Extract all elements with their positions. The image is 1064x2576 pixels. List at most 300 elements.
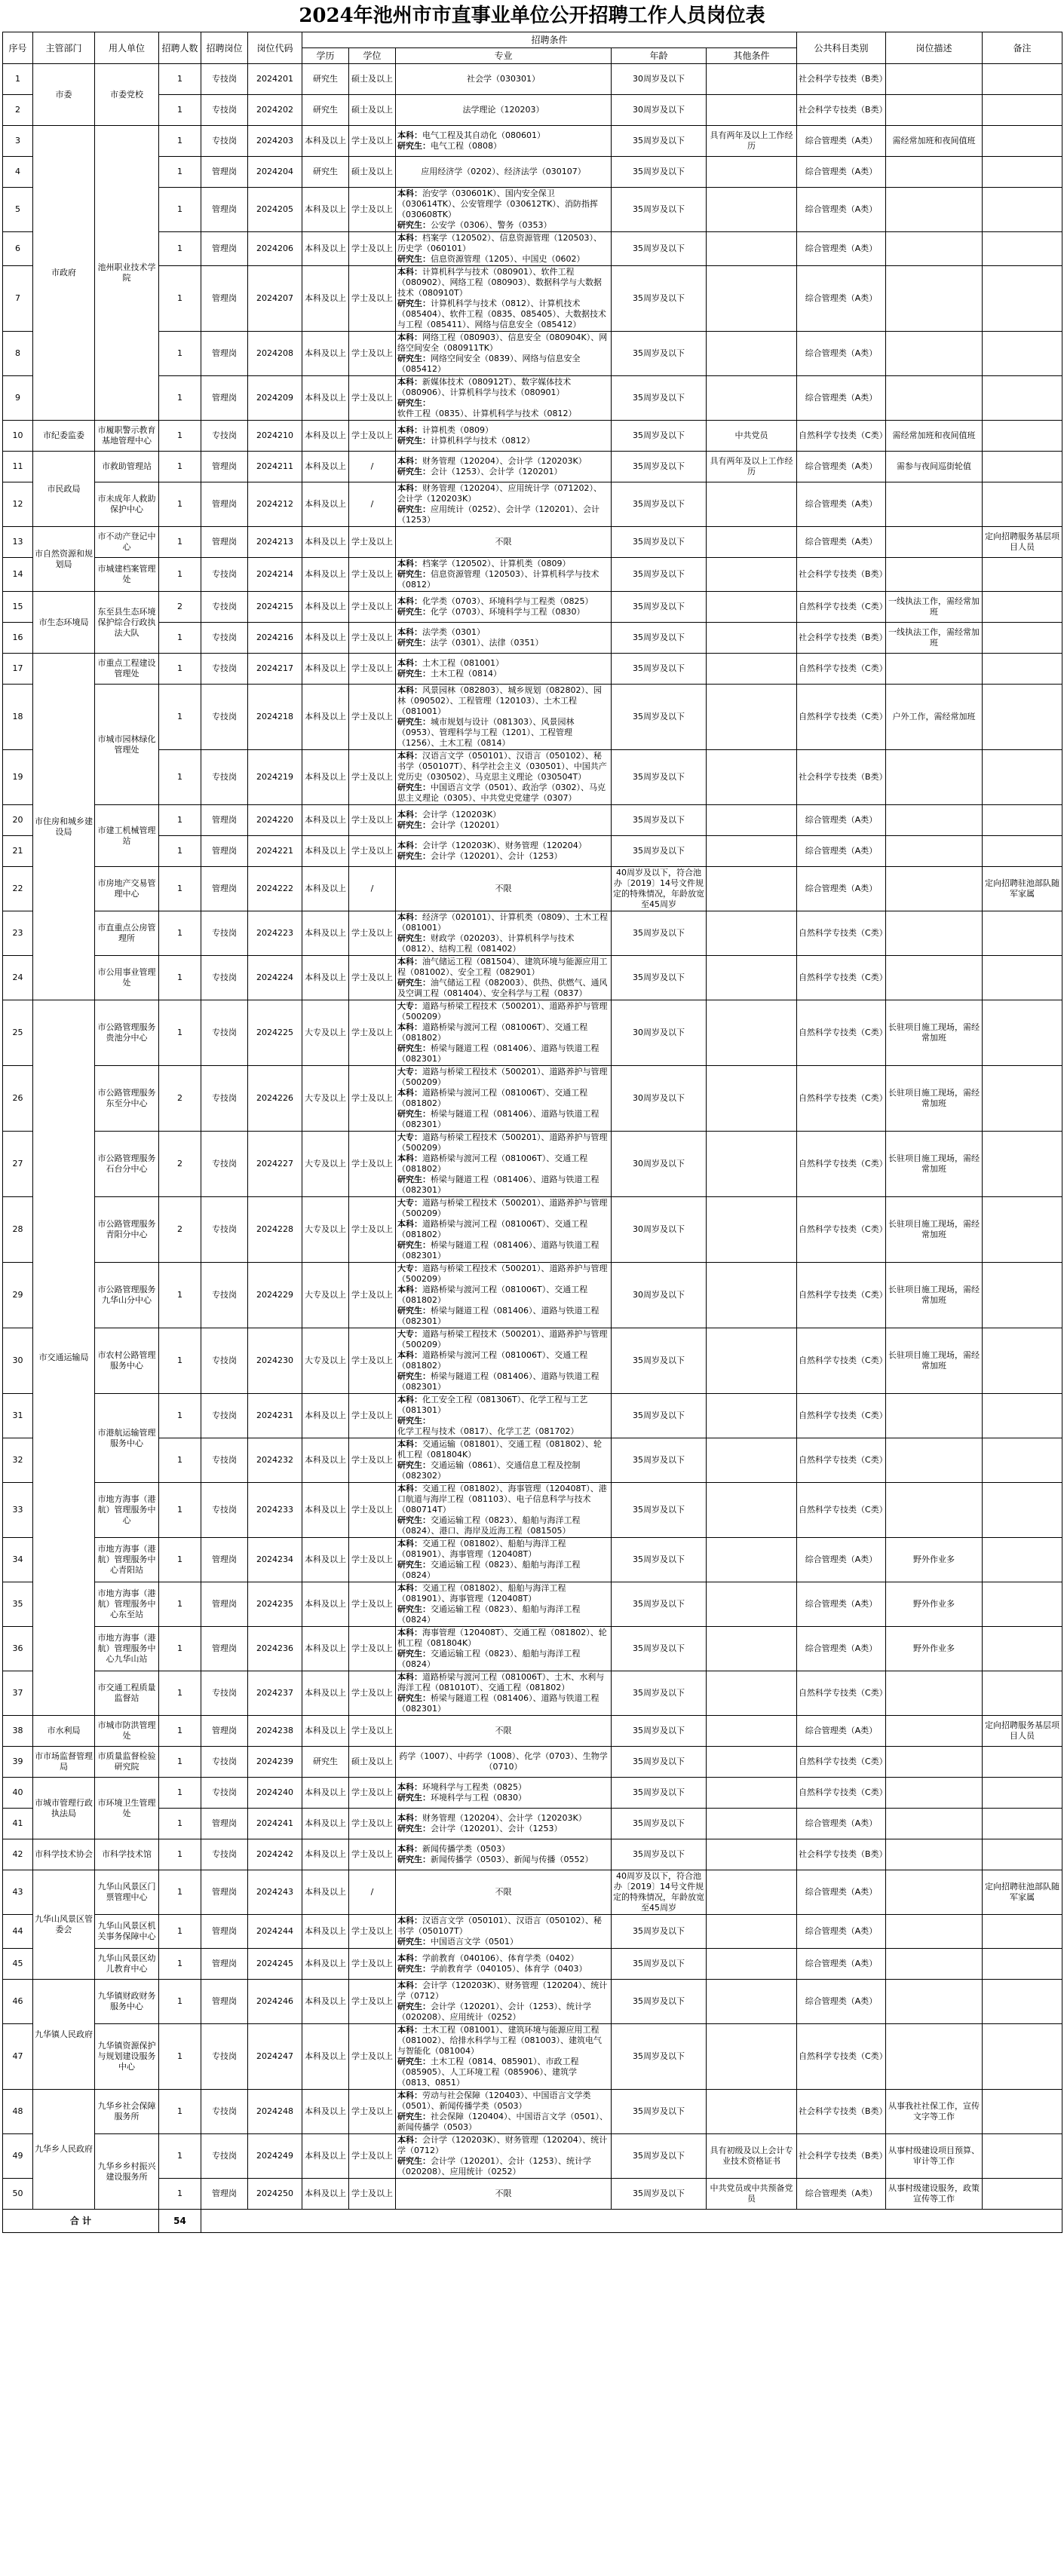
cell-seq: 37 <box>3 1671 33 1716</box>
cell-subject: 综合管理类（A类） <box>797 332 886 376</box>
table-row <box>3 157 1062 188</box>
major-level-label: 研究生： <box>397 1043 431 1053</box>
major-text: 道路桥梁与渡河工程（081006T）、土木、水利与海洋工程（081010T）、交通工程（081802） <box>397 1672 605 1692</box>
major-text: 信息资源管理（1205）、中国史（0602） <box>431 254 585 264</box>
major-line <box>397 1953 609 1964</box>
cell-major <box>396 750 612 805</box>
cell-other <box>707 1263 797 1328</box>
cell-dept: 市水利局 <box>33 1716 95 1747</box>
cell-edu: 本科及以上 <box>302 2134 349 2179</box>
major-text: 土木工程（0814、085901）、市政工程（085905）、人工环境工程（085906）、建筑学（0813、0851） <box>397 2057 579 2087</box>
cell-seq: 11 <box>3 452 33 482</box>
cell-count: 1 <box>159 1000 201 1066</box>
cell-post: 管理岗 <box>201 1915 248 1949</box>
cell-count: 1 <box>159 1438 201 1483</box>
major-text: 交通运输（0861）、交通信息工程及控制（082302） <box>397 1460 581 1481</box>
major-level-label: 本科： <box>397 1672 422 1682</box>
cell-post: 专技岗 <box>201 1438 248 1483</box>
cell-age: 35周岁及以下 <box>612 232 707 266</box>
cell-post: 管理岗 <box>201 1949 248 1980</box>
cell-subject: 自然科学专技类（C类） <box>797 1197 886 1263</box>
table-row <box>3 1483 1062 1538</box>
cell-subject: 自然科学专技类（C类） <box>797 1438 886 1483</box>
major-text: 交通工程（081802）、船舶与海洋工程（081901）、海事管理（120408T） <box>397 1583 566 1603</box>
header-other: 其他条件 <box>707 48 797 64</box>
cell-count: 1 <box>159 64 201 95</box>
cell-subject: 社会科学专技类（B类） <box>797 558 886 592</box>
major-text: 桥梁与隧道工程（081406）、道路与铁道工程（082301） <box>397 1109 599 1129</box>
cell-post: 管理岗 <box>201 1627 248 1671</box>
major-text: 桥梁与隧道工程（081406）、道路与铁道工程（082301） <box>397 1371 599 1392</box>
cell-code: 2024210 <box>248 421 302 452</box>
cell-desc <box>886 1839 983 1870</box>
cell-age: 35周岁及以下 <box>612 1538 707 1582</box>
major-text: 汉语言文学（050101）、汉语言（050102）、秘书学（050107T） <box>397 1916 602 1936</box>
major-level-label: 本科： <box>397 1219 422 1229</box>
cell-degree: 学士及以上 <box>349 1483 396 1538</box>
cell-post: 专技岗 <box>201 558 248 592</box>
major-text: 中国语言文学（0501）、政治学（0302）、马克思主义理论（0305）、中共党史党建学（0307） <box>397 783 606 803</box>
cell-edu: 本科及以上 <box>302 1809 349 1839</box>
cell-code: 2024248 <box>248 2090 302 2134</box>
table-row <box>3 1394 1062 1438</box>
cell-unit: 市城市防洪管理处 <box>95 1716 159 1747</box>
major-level-label: 研究生： <box>397 1175 431 1184</box>
cell-remark <box>983 421 1062 452</box>
major-text: 环境科学与工程类（0825） <box>422 1782 526 1792</box>
major-text: 公安学（0306）、警务（0353） <box>431 220 552 230</box>
cell-other <box>707 592 797 623</box>
cell-seq: 28 <box>3 1197 33 1263</box>
cell-degree: 学士及以上 <box>349 2024 396 2090</box>
cell-degree: 硕士及以上 <box>349 157 396 188</box>
major-line <box>397 884 609 894</box>
cell-age: 35周岁及以下 <box>612 2134 707 2179</box>
table-row <box>3 1870 1062 1915</box>
table-row <box>3 592 1062 623</box>
cell-edu: 本科及以上 <box>302 1671 349 1716</box>
cell-dept: 九华乡人民政府 <box>33 2090 95 2210</box>
major-text: 中国语言文学（0501） <box>431 1937 518 1947</box>
major-text: 油气储运工程（082003）、供热、供燃气、通风及空调工程（081404）、安全科学与工程（0837） <box>397 978 608 998</box>
major-level-label: 本科： <box>397 627 422 637</box>
major-line <box>397 1109 609 1130</box>
positions-table <box>2 32 1062 2233</box>
cell-dept: 市民政局 <box>33 452 95 527</box>
cell-seq: 34 <box>3 1538 33 1582</box>
cell-other: 具有两年及以上工作经历 <box>707 452 797 482</box>
cell-count: 1 <box>159 376 201 421</box>
cell-post: 管理岗 <box>201 232 248 266</box>
cell-seq: 35 <box>3 1582 33 1627</box>
cell-code: 2024225 <box>248 1000 302 1066</box>
cell-desc <box>886 1870 983 1915</box>
cell-age: 35周岁及以下 <box>612 1980 707 2024</box>
cell-edu: 本科及以上 <box>302 1980 349 2024</box>
cell-subject: 自然科学专技类（C类） <box>797 1000 886 1066</box>
cell-degree: 硕士及以上 <box>349 95 396 126</box>
cell-seq: 7 <box>3 266 33 332</box>
cell-count: 1 <box>159 482 201 527</box>
cell-degree: / <box>349 482 396 527</box>
cell-post: 专技岗 <box>201 1132 248 1197</box>
cell-seq: 29 <box>3 1263 33 1328</box>
cell-major <box>396 1809 612 1839</box>
cell-count: 1 <box>159 188 201 232</box>
cell-major <box>396 95 612 126</box>
table-row <box>3 1538 1062 1582</box>
cell-edu: 本科及以上 <box>302 1870 349 1915</box>
total-count: 54 <box>159 2210 201 2233</box>
cell-seq: 49 <box>3 2134 33 2179</box>
cell-seq: 45 <box>3 1949 33 1980</box>
cell-code: 2024207 <box>248 266 302 332</box>
cell-other <box>707 1747 797 1778</box>
cell-degree: 学士及以上 <box>349 623 396 654</box>
cell-edu: 大专及以上 <box>302 1197 349 1263</box>
cell-edu: 本科及以上 <box>302 805 349 836</box>
cell-post: 管理岗 <box>201 266 248 332</box>
cell-post: 管理岗 <box>201 188 248 232</box>
cell-code: 2024201 <box>248 64 302 95</box>
cell-age: 35周岁及以下 <box>612 376 707 421</box>
major-level-label: 本科： <box>397 130 422 140</box>
cell-remark <box>983 2024 1062 2090</box>
cell-post: 专技岗 <box>201 1839 248 1870</box>
cell-other: 中共党员或中共预备党员 <box>707 2179 797 2210</box>
cell-seq: 38 <box>3 1716 33 1747</box>
cell-desc <box>886 157 983 188</box>
cell-unit: 九华山风景区幼儿教育中心 <box>95 1949 159 1980</box>
major-level-label: 研究生： <box>397 1937 431 1947</box>
cell-other <box>707 376 797 421</box>
table-row <box>3 1328 1062 1394</box>
cell-age: 35周岁及以下 <box>612 188 707 232</box>
header-subject: 公共科目类别 <box>797 32 886 64</box>
table-row <box>3 2090 1062 2134</box>
major-level-label: 研究生： <box>397 638 431 648</box>
cell-post: 专技岗 <box>201 64 248 95</box>
cell-unit: 市地方海事（港航）管理服务中心 <box>95 1483 159 1538</box>
cell-count: 1 <box>159 911 201 956</box>
cell-remark <box>983 332 1062 376</box>
cell-post: 管理岗 <box>201 157 248 188</box>
cell-desc: 野外作业多 <box>886 1627 983 1671</box>
major-text: 新闻传播学（0503）、新闻与传播（0552） <box>431 1855 593 1864</box>
cell-code: 2024237 <box>248 1671 302 1716</box>
cell-major <box>396 527 612 558</box>
cell-desc: 野外作业多 <box>886 1582 983 1627</box>
cell-age: 35周岁及以下 <box>612 558 707 592</box>
cell-remark <box>983 1263 1062 1328</box>
major-text: 土木工程（081001）、建筑环境与能源应用工程（081002）、给排水科学与工程（081003）、建筑电气与智能化（081004） <box>397 2025 602 2056</box>
major-text: 油气储运工程（081504）、建筑环境与能源应用工程（081002）、安全工程（082901） <box>397 957 608 977</box>
major-line <box>397 933 609 954</box>
cell-count: 1 <box>159 1582 201 1627</box>
cell-major <box>396 685 612 750</box>
cell-subject: 综合管理类（A类） <box>797 1538 886 1582</box>
cell-other <box>707 1582 797 1627</box>
major-line <box>397 1043 609 1064</box>
cell-unit: 市建工机械管理站 <box>95 805 159 867</box>
cell-degree: 学士及以上 <box>349 1839 396 1870</box>
cell-count: 1 <box>159 805 201 836</box>
cell-post: 专技岗 <box>201 623 248 654</box>
table-row <box>3 867 1062 911</box>
major-line <box>397 2156 609 2177</box>
major-level-label: 研究生： <box>397 1460 431 1470</box>
cell-count: 2 <box>159 1132 201 1197</box>
major-line <box>397 841 609 851</box>
major-level-label: 研究生： <box>397 504 431 514</box>
major-level-label: 研究生： <box>397 141 431 151</box>
cell-degree: 学士及以上 <box>349 1438 396 1483</box>
cell-unit: 市重点工程建设管理处 <box>95 654 159 685</box>
cell-unit: 市不动产登记中心 <box>95 527 159 558</box>
cell-subject: 社会科学专技类（B类） <box>797 2134 886 2179</box>
cell-remark <box>983 188 1062 232</box>
cell-edu: 本科及以上 <box>302 1627 349 1671</box>
major-line <box>397 1219 609 1240</box>
cell-major <box>396 332 612 376</box>
cell-edu: 本科及以上 <box>302 623 349 654</box>
cell-age: 35周岁及以下 <box>612 2090 707 2134</box>
major-line <box>397 141 609 152</box>
major-line <box>397 851 609 862</box>
major-level-label: 研究生： <box>397 2057 431 2066</box>
major-line <box>397 783 609 804</box>
major-level-label: 本科： <box>397 267 422 277</box>
cell-count: 1 <box>159 654 201 685</box>
cell-code: 2024217 <box>248 654 302 685</box>
cell-remark <box>983 1778 1062 1809</box>
major-level-label: 本科： <box>397 188 422 198</box>
cell-remark <box>983 558 1062 592</box>
cell-remark <box>983 1980 1062 2024</box>
cell-code: 2024235 <box>248 1582 302 1627</box>
cell-other <box>707 1778 797 1809</box>
cell-code: 2024204 <box>248 157 302 188</box>
cell-desc <box>886 836 983 867</box>
major-text: 桥梁与隧道工程（081406）、道路与铁道工程（082301） <box>397 1693 599 1714</box>
cell-degree: 学士及以上 <box>349 1949 396 1980</box>
cell-subject: 自然科学专技类（C类） <box>797 1394 886 1438</box>
cell-subject: 综合管理类（A类） <box>797 482 886 527</box>
cell-post: 管理岗 <box>201 867 248 911</box>
major-text: 应用经济学（0202）、经济法学（030107） <box>421 167 586 176</box>
cell-age: 35周岁及以下 <box>612 836 707 867</box>
cell-major <box>396 592 612 623</box>
cell-degree: 学士及以上 <box>349 956 396 1000</box>
major-text: 法学类（0301） <box>422 627 485 637</box>
cell-age: 35周岁及以下 <box>612 654 707 685</box>
cell-code: 2024219 <box>248 750 302 805</box>
cell-desc <box>886 1671 983 1716</box>
major-level-label: 研究生： <box>397 1604 431 1614</box>
cell-desc: 长驻项目施工现场，需经常加班 <box>886 1328 983 1394</box>
major-text: 道路桥梁与渡河工程（081006T）、交通工程（081802） <box>397 1350 588 1371</box>
cell-other <box>707 1716 797 1747</box>
cell-age: 35周岁及以下 <box>612 2179 707 2210</box>
cell-subject: 综合管理类（A类） <box>797 452 886 482</box>
cell-major <box>396 911 612 956</box>
cell-subject: 综合管理类（A类） <box>797 266 886 332</box>
cell-degree: 学士及以上 <box>349 1328 396 1394</box>
cell-desc <box>886 1394 983 1438</box>
cell-seq: 10 <box>3 421 33 452</box>
major-line <box>397 1782 609 1793</box>
cell-major <box>396 1870 612 1915</box>
cell-code: 2024222 <box>248 867 302 911</box>
cell-age: 35周岁及以下 <box>612 1483 707 1538</box>
cell-post: 专技岗 <box>201 2024 248 2090</box>
cell-subject: 社会科学专技类（B类） <box>797 623 886 654</box>
cell-major <box>396 1132 612 1197</box>
table-row <box>3 1438 1062 1483</box>
cell-subject: 综合管理类（A类） <box>797 1870 886 1915</box>
cell-major <box>396 1747 612 1778</box>
major-line <box>397 1855 609 1865</box>
cell-code: 2024211 <box>248 452 302 482</box>
cell-seq: 8 <box>3 332 33 376</box>
cell-edu: 本科及以上 <box>302 836 349 867</box>
cell-remark <box>983 836 1062 867</box>
cell-code: 2024216 <box>248 623 302 654</box>
major-text: 桥梁与隧道工程（081406）、道路与铁道工程（082301） <box>397 1306 599 1326</box>
cell-unit: 市科学技术馆 <box>95 1839 159 1870</box>
cell-post: 专技岗 <box>201 592 248 623</box>
cell-desc <box>886 188 983 232</box>
cell-major <box>396 805 612 836</box>
major-text: 不限 <box>495 2189 512 2198</box>
cell-degree: 硕士及以上 <box>349 1747 396 1778</box>
cell-code: 2024224 <box>248 956 302 1000</box>
cell-remark <box>983 1627 1062 1671</box>
major-text: 交通工程（081802）、船舶与海洋工程（081901）、海事管理（120408T） <box>397 1539 566 1559</box>
major-line <box>397 1672 609 1693</box>
major-text: 会计学（120201）、会计（1253） <box>431 1824 563 1833</box>
cell-other <box>707 1066 797 1132</box>
cell-subject: 综合管理类（A类） <box>797 1980 886 2024</box>
cell-code: 2024218 <box>248 685 302 750</box>
major-line <box>397 1649 609 1670</box>
major-text: 计算机科学与技术（0812） <box>431 436 535 446</box>
major-line <box>397 1198 609 1219</box>
major-text: 社会保障（120404）、中国语言文学（0501）、新闻传播学（0503） <box>397 2112 608 2132</box>
cell-degree: 学士及以上 <box>349 558 396 592</box>
cell-major <box>396 956 612 1000</box>
major-text: 不限 <box>495 1726 512 1735</box>
cell-subject: 综合管理类（A类） <box>797 1915 886 1949</box>
cell-edu: 本科及以上 <box>302 1582 349 1627</box>
table-row <box>3 2024 1062 2090</box>
cell-age: 35周岁及以下 <box>612 421 707 452</box>
cell-dept: 九华镇人民政府 <box>33 1980 95 2090</box>
cell-seq: 12 <box>3 482 33 527</box>
cell-age: 35周岁及以下 <box>612 1747 707 1778</box>
cell-count: 1 <box>159 2179 201 2210</box>
major-level-label: 本科： <box>397 1782 422 1792</box>
cell-unit: 九华镇财政财务服务中心 <box>95 1980 159 2024</box>
cell-remark <box>983 95 1062 126</box>
major-text: 道路桥梁与渡河工程（081006T）、交通工程（081802） <box>397 1285 588 1305</box>
major-line <box>397 1693 609 1714</box>
major-text: 财务管理（120204）、应用统计学（071202）、会计学（120203K） <box>397 483 602 504</box>
cell-degree: 学士及以上 <box>349 332 396 376</box>
cell-desc <box>886 376 983 421</box>
cell-count: 1 <box>159 1538 201 1582</box>
cell-degree: 学士及以上 <box>349 654 396 685</box>
cell-seq: 24 <box>3 956 33 1000</box>
major-line <box>397 569 609 590</box>
major-level-label: 本科： <box>397 957 422 966</box>
cell-desc: 长驻项目施工现场，需经常加班 <box>886 1066 983 1132</box>
major-level-label: 本科： <box>397 1350 422 1360</box>
cell-remark <box>983 1328 1062 1394</box>
major-line <box>397 467 609 477</box>
major-level-label: 本科： <box>397 841 422 850</box>
major-line <box>397 638 609 648</box>
cell-other <box>707 95 797 126</box>
cell-code: 2024249 <box>248 2134 302 2179</box>
cell-age: 35周岁及以下 <box>612 2024 707 2090</box>
cell-degree: 学士及以上 <box>349 1132 396 1197</box>
cell-code: 2024206 <box>248 232 302 266</box>
major-line <box>397 254 609 265</box>
cell-count: 1 <box>159 623 201 654</box>
cell-post: 专技岗 <box>201 1197 248 1263</box>
major-line <box>397 1583 609 1604</box>
cell-major <box>396 1328 612 1394</box>
cell-count: 1 <box>159 1870 201 1915</box>
cell-edu: 本科及以上 <box>302 1394 349 1438</box>
cell-other <box>707 911 797 956</box>
table-row <box>3 1066 1062 1132</box>
major-text: 化工安全工程（081306T）、化学工程与工艺（081301） <box>397 1395 588 1415</box>
cell-dept: 市生态环境局 <box>33 592 95 654</box>
cell-seq: 21 <box>3 836 33 867</box>
major-text: 道路桥梁与渡河工程（081006T）、交通工程（081802） <box>397 1022 588 1043</box>
major-line <box>397 1088 609 1109</box>
cell-code: 2024236 <box>248 1627 302 1671</box>
cell-major <box>396 1483 612 1538</box>
cell-degree: 学士及以上 <box>349 750 396 805</box>
cell-subject: 综合管理类（A类） <box>797 527 886 558</box>
cell-age: 35周岁及以下 <box>612 332 707 376</box>
cell-unit: 市未成年人救助保护中心 <box>95 482 159 527</box>
cell-subject: 综合管理类（A类） <box>797 1949 886 1980</box>
cell-unit: 市公路管理服务东至分中心 <box>95 1066 159 1132</box>
cell-major <box>396 1915 612 1949</box>
cell-seq: 23 <box>3 911 33 956</box>
cell-age: 35周岁及以下 <box>612 157 707 188</box>
major-level-label: 大专： <box>397 1329 422 1339</box>
cell-edu: 本科及以上 <box>302 685 349 750</box>
cell-desc <box>886 64 983 95</box>
major-level-label: 研究生： <box>397 1515 431 1525</box>
cell-age: 35周岁及以下 <box>612 452 707 482</box>
cell-other <box>707 1839 797 1870</box>
major-line <box>397 1604 609 1625</box>
cell-major <box>396 421 612 452</box>
table-row <box>3 750 1062 805</box>
cell-remark <box>983 1132 1062 1197</box>
major-level-label: 本科： <box>397 1285 422 1294</box>
major-text: 财政学（020203）、计算机科学与技术（0812）、结构工程（081402） <box>397 933 575 954</box>
major-level-label: 研究生： <box>397 1109 431 1119</box>
cell-subject: 自然科学专技类（C类） <box>797 1066 886 1132</box>
major-level-label: 本科： <box>397 377 422 387</box>
